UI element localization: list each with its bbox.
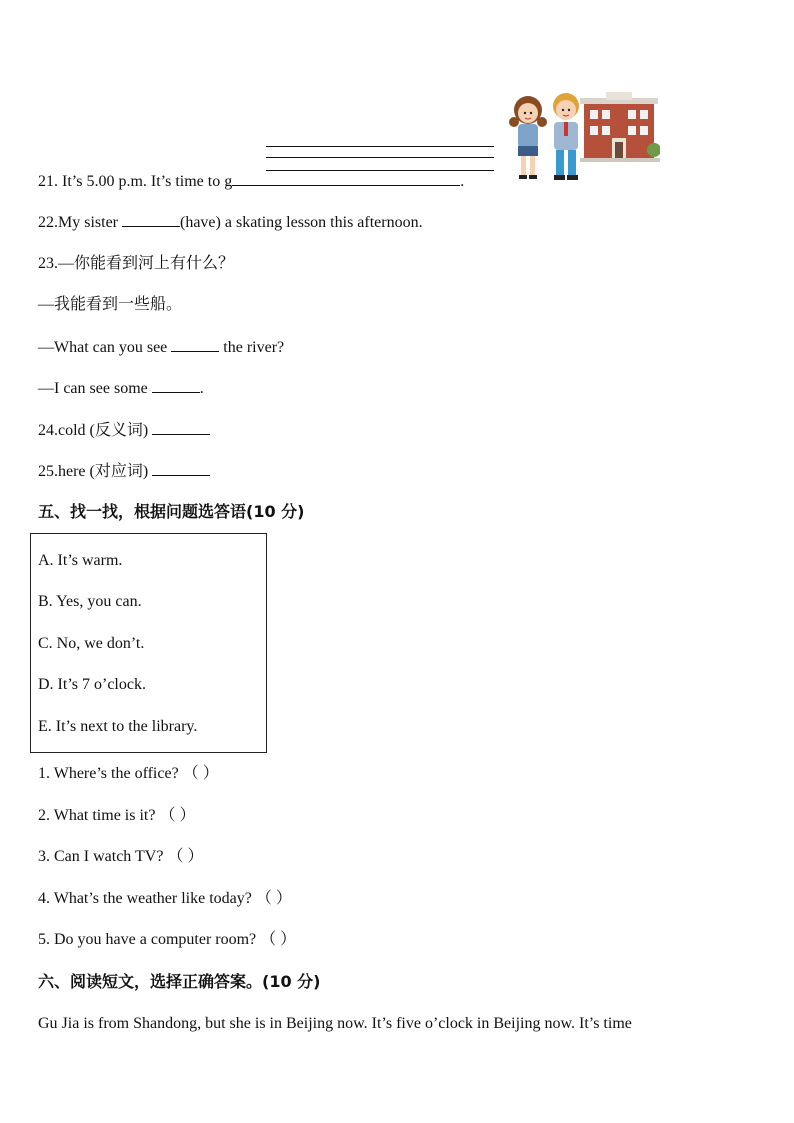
match-question-text: 4. What’s the weather like today? [38,890,252,907]
section-6-title: 六、阅读短文，选择正确答案。(10 分) [38,972,321,991]
question-21 [38,171,464,192]
answer-23-en-suffix: . [199,380,204,397]
boy-figure [553,93,579,180]
question-22-suffix: (have) a skating lesson this afternoon. [180,214,423,231]
option-e: E. It’s next to the library. [38,718,198,735]
question-21-text: 21. It’s 5.00 p.m. It’s time to g [38,173,233,190]
option-a: A. It’s warm. [38,552,123,569]
answer-23-cn: —我能看到一些船。 [38,296,183,313]
answer-paren[interactable]: （ ） [167,848,204,865]
match-question-text: 3. Can I watch TV? [38,848,164,865]
question-23-en-suffix: the river? [223,339,285,356]
match-question-5 [38,930,296,950]
question-22-prefix: 22.My sister [38,214,118,231]
question-24 [38,420,210,441]
option-b: B. Yes, you can. [38,593,142,610]
answer-blank[interactable] [152,378,200,393]
answer-paren[interactable]: （ ） [260,931,297,948]
match-question-text: 1. Where’s the office? [38,765,179,782]
reading-passage: Gu Jia is from Shandong, but she is in Beijing now. It’s five o’clock in Beijing now. It’s time [38,1015,632,1032]
answer-blank[interactable] [171,337,219,352]
question-23-en-prefix: —What can you see [38,339,168,356]
match-question-text: 5. Do you have a computer room? [38,931,257,948]
option-c: C. No, we don’t. [38,635,145,652]
question-23-en [38,337,284,358]
option-d: D. It’s 7 o’clock. [38,676,146,693]
question-21-end: . [460,173,465,190]
answer-23-en-prefix: —I can see some [38,380,148,397]
question-24-text: 24.cold (反义词) [38,422,149,439]
match-question-4 [38,889,292,909]
match-question-text: 2. What time is it? [38,807,156,824]
girl-figure [509,96,547,179]
answer-paren[interactable]: （ ） [182,765,219,782]
match-question-1 [38,764,219,784]
match-question-2 [38,806,195,826]
answer-paren[interactable]: （ ） [159,807,196,824]
question-25-text: 25.here (对应词) [38,463,149,480]
question-25 [38,461,210,482]
question-23-cn: 23.—你能看到河上有什么？ [38,255,235,272]
answer-blank[interactable] [232,171,460,186]
answer-paren[interactable]: （ ） [255,890,292,907]
answer-blank[interactable] [152,461,210,476]
section-5-title: 五、找一找，根据问题选答语(10 分) [38,502,305,521]
school-building-icon [580,92,660,162]
children-school-illustration [506,88,660,186]
answer-blank[interactable] [122,212,180,227]
question-22 [38,212,423,233]
match-question-3 [38,847,203,867]
answer-blank[interactable] [152,420,210,435]
answer-23-en [38,378,204,399]
